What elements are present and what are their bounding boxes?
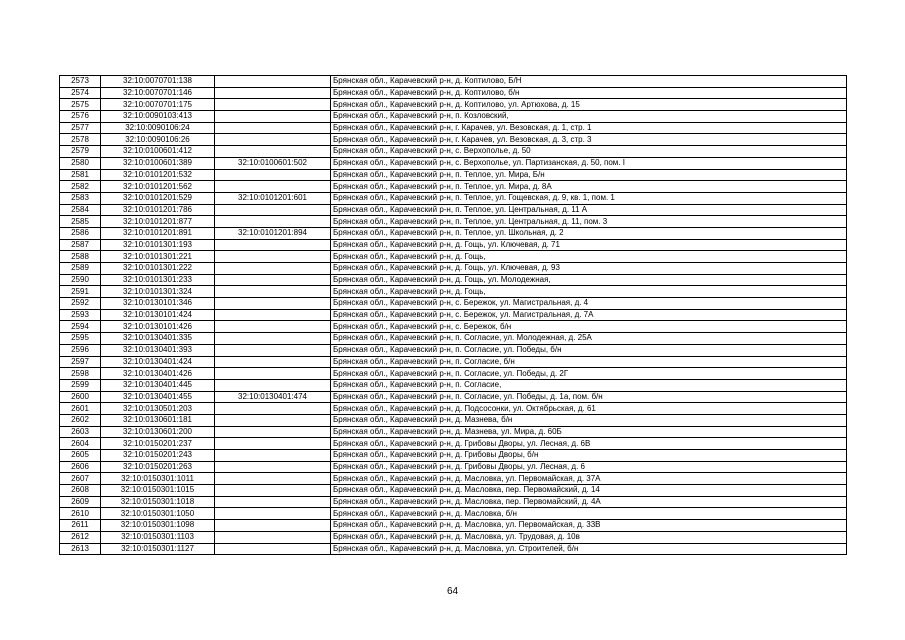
row-number-cell: 2591 [60,286,101,298]
row-number-cell: 2595 [60,333,101,345]
address-cell: Брянская обл., Карачевский р-н, д. Мазнева, б/н [331,414,847,426]
table-row [60,239,847,251]
cadastral-number-cell: 32:10:0130401:426 [101,368,215,380]
row-number-cell: 2585 [60,216,101,228]
row-number-cell: 2608 [60,485,101,497]
related-cadastral-cell [215,251,331,263]
related-cadastral-cell [215,414,331,426]
related-cadastral-cell [215,321,331,333]
cadastral-number-cell: 32:10:0130101:346 [101,298,215,310]
address-cell: Брянская обл., Карачевский р-н, п. Согласие, [331,379,847,391]
address-cell: Брянская обл., Карачевский р-н, г. Карачев, ул. Везовская, д. 3, стр. 3 [331,134,847,146]
cadastral-number-cell: 32:10:0101301:193 [101,239,215,251]
page-number: 64 [446,586,459,597]
cadastral-number-cell: 32:10:0130101:426 [101,321,215,333]
table-row [60,450,847,462]
table-row [60,263,847,275]
row-number-cell: 2610 [60,508,101,520]
table-row [60,379,847,391]
table-row [60,87,847,99]
address-cell: Брянская обл., Карачевский р-н, п. Теплое, ул. Центральная, д. 11, пом. 3 [331,216,847,228]
address-cell: Брянская обл., Карачевский р-н, п. Согласие, б/н [331,356,847,368]
address-cell: Брянская обл., Карачевский р-н, п. Теплое, ул. Гощевская, д. 9, кв. 1, пом. 1 [331,192,847,204]
address-cell: Брянская обл., Карачевский р-н, с. Верхополье, д. 50 [331,146,847,158]
row-number-cell: 2575 [60,99,101,111]
related-cadastral-cell: 32:10:0100601:502 [215,157,331,169]
row-number-cell: 2577 [60,122,101,134]
row-number-cell: 2593 [60,309,101,321]
address-cell: Брянская обл., Карачевский р-н, д. Коптилово, Б/Н [331,76,847,88]
address-cell: Брянская обл., Карачевский р-н, п. Согласие, ул. Победы, д. 2Г [331,368,847,380]
cadastral-number-cell: 32:10:0090106:26 [101,134,215,146]
address-cell: Брянская обл., Карачевский р-н, г. Карачев, ул. Везовская, д. 1, стр. 1 [331,122,847,134]
related-cadastral-cell: 32:10:0101201:894 [215,227,331,239]
row-number-cell: 2594 [60,321,101,333]
related-cadastral-cell [215,368,331,380]
cadastral-number-cell: 32:10:0150301:1098 [101,520,215,532]
row-number-cell: 2583 [60,192,101,204]
table-row [60,473,847,485]
address-cell: Брянская обл., Карачевский р-н, п. Согласие, ул. Победы, д. 1а, пом. б/н [331,391,847,403]
cadastral-number-cell: 32:10:0130401:335 [101,333,215,345]
table-row [60,496,847,508]
address-cell: Брянская обл., Карачевский р-н, д. Коптилово, ул. Артюхова, д. 15 [331,99,847,111]
address-cell: Брянская обл., Карачевский р-н, д. Масловка, ул. Строителей, б/н [331,543,847,555]
cadastral-number-cell: 32:10:0101201:877 [101,216,215,228]
table-row [60,111,847,123]
cadastral-number-cell: 32:10:0101301:233 [101,274,215,286]
related-cadastral-cell [215,333,331,345]
related-cadastral-cell [215,520,331,532]
table-row [60,286,847,298]
table-row [60,438,847,450]
address-cell: Брянская обл., Карачевский р-н, д. Мазнева, ул. Мира, д. 60Б [331,426,847,438]
table-row [60,309,847,321]
cadastral-number-cell: 32:10:0130601:181 [101,414,215,426]
address-cell: Брянская обл., Карачевский р-н, д. Подсосонки, ул. Октябрьская, д. 61 [331,403,847,415]
cadastral-number-cell: 32:10:0100601:389 [101,157,215,169]
related-cadastral-cell [215,76,331,88]
cadastral-number-cell: 32:10:0150301:1127 [101,543,215,555]
address-cell: Брянская обл., Карачевский р-н, д. Масловка, ул. Трудовая, д. 10в [331,531,847,543]
row-number-cell: 2603 [60,426,101,438]
table-row [60,368,847,380]
cadastral-number-cell: 32:10:0070701:138 [101,76,215,88]
table-row [60,157,847,169]
row-number-cell: 2601 [60,403,101,415]
related-cadastral-cell [215,298,331,310]
row-number-cell: 2590 [60,274,101,286]
cadastral-number-cell: 32:10:0130101:424 [101,309,215,321]
address-cell: Брянская обл., Карачевский р-н, д. Грибовы Дворы, ул. Лесная, д. 6 [331,461,847,473]
related-cadastral-cell [215,485,331,497]
address-cell: Брянская обл., Карачевский р-н, с. Бережок, б/н [331,321,847,333]
related-cadastral-cell [215,496,331,508]
related-cadastral-cell [215,216,331,228]
related-cadastral-cell [215,204,331,216]
related-cadastral-cell [215,379,331,391]
related-cadastral-cell [215,263,331,275]
row-number-cell: 2596 [60,344,101,356]
cadastral-number-cell: 32:10:0150301:1015 [101,485,215,497]
row-number-cell: 2599 [60,379,101,391]
row-number-cell: 2592 [60,298,101,310]
address-cell: Брянская обл., Карачевский р-н, д. Гощь, [331,286,847,298]
address-cell: Брянская обл., Карачевский р-н, д. Масловка, б/н [331,508,847,520]
row-number-cell: 2605 [60,450,101,462]
row-number-cell: 2582 [60,181,101,193]
row-number-cell: 2578 [60,134,101,146]
address-cell: Брянская обл., Карачевский р-н, д. Гощь, ул. Ключевая, д. 71 [331,239,847,251]
row-number-cell: 2580 [60,157,101,169]
row-number-cell: 2581 [60,169,101,181]
table-row [60,146,847,158]
cadastral-number-cell: 32:10:0130401:393 [101,344,215,356]
cadastral-number-cell: 32:10:0130401:455 [101,391,215,403]
table-row [60,333,847,345]
row-number-cell: 2576 [60,111,101,123]
address-cell: Брянская обл., Карачевский р-н, п. Козловский, [331,111,847,123]
table-row [60,426,847,438]
address-cell: Брянская обл., Карачевский р-н, д. Грибовы Дворы, б/н [331,450,847,462]
table-row [60,543,847,555]
row-number-cell: 2613 [60,543,101,555]
table-row [60,414,847,426]
related-cadastral-cell [215,403,331,415]
cadastral-number-cell: 32:10:0150301:1103 [101,531,215,543]
related-cadastral-cell [215,461,331,473]
table-row [60,181,847,193]
address-cell: Брянская обл., Карачевский р-н, п. Согласие, ул. Победы, б/н [331,344,847,356]
table-row [60,298,847,310]
related-cadastral-cell [215,181,331,193]
related-cadastral-cell [215,286,331,298]
row-number-cell: 2597 [60,356,101,368]
address-cell: Брянская обл., Карачевский р-н, д. Масловка, ул. Первомайская, д. 33В [331,520,847,532]
address-cell: Брянская обл., Карачевский р-н, д. Гощь, [331,251,847,263]
table-row [60,344,847,356]
related-cadastral-cell [215,531,331,543]
related-cadastral-cell [215,239,331,251]
related-cadastral-cell: 32:10:0101201:601 [215,192,331,204]
table-row [60,274,847,286]
table-row [60,99,847,111]
cadastral-number-cell: 32:10:0101301:221 [101,251,215,263]
cadastral-number-cell: 32:10:0070701:175 [101,99,215,111]
table-row [60,227,847,239]
cadastral-number-cell: 32:10:0150201:263 [101,461,215,473]
row-number-cell: 2612 [60,531,101,543]
table-row [60,216,847,228]
address-cell: Брянская обл., Карачевский р-н, д. Масловка, пер. Первомайский, д. 4А [331,496,847,508]
address-cell: Брянская обл., Карачевский р-н, п. Теплое, ул. Центральная, д. 11 А [331,204,847,216]
address-cell: Брянская обл., Карачевский р-н, д. Грибовы Дворы, ул. Лесная, д. 6В [331,438,847,450]
cadastral-number-cell: 32:10:0101201:532 [101,169,215,181]
registry-table-body [60,76,847,555]
related-cadastral-cell [215,438,331,450]
address-cell: Брянская обл., Карачевский р-н, п. Теплое, ул. Школьная, д. 2 [331,227,847,239]
row-number-cell: 2609 [60,496,101,508]
row-number-cell: 2574 [60,87,101,99]
table-row [60,321,847,333]
related-cadastral-cell [215,356,331,368]
related-cadastral-cell [215,426,331,438]
cadastral-number-cell: 32:10:0150301:1018 [101,496,215,508]
row-number-cell: 2588 [60,251,101,263]
address-cell: Брянская обл., Карачевский р-н, с. Верхополье, ул. Партизанская, д. 50, пом. I [331,157,847,169]
address-cell: Брянская обл., Карачевский р-н, д. Гощь, ул. Молодежная, [331,274,847,286]
row-number-cell: 2604 [60,438,101,450]
cadastral-number-cell: 32:10:0090103:413 [101,111,215,123]
address-cell: Брянская обл., Карачевский р-н, д. Коптилово, б/н [331,87,847,99]
row-number-cell: 2602 [60,414,101,426]
related-cadastral-cell [215,543,331,555]
cadastral-number-cell: 32:10:0101201:891 [101,227,215,239]
cadastral-number-cell: 32:10:0150201:237 [101,438,215,450]
related-cadastral-cell [215,134,331,146]
table-row [60,192,847,204]
row-number-cell: 2598 [60,368,101,380]
cadastral-number-cell: 32:10:0130401:424 [101,356,215,368]
row-number-cell: 2611 [60,520,101,532]
row-number-cell: 2584 [60,204,101,216]
related-cadastral-cell [215,111,331,123]
related-cadastral-cell: 32:10:0130401:474 [215,391,331,403]
table-row [60,531,847,543]
property-registry-table [59,75,847,555]
cadastral-number-cell: 32:10:0101201:786 [101,204,215,216]
row-number-cell: 2586 [60,227,101,239]
table-row [60,204,847,216]
related-cadastral-cell [215,87,331,99]
cadastral-number-cell: 32:10:0100601:412 [101,146,215,158]
address-cell: Брянская обл., Карачевский р-н, п. Теплое, ул. Мира, д. 8А [331,181,847,193]
table-row [60,391,847,403]
address-cell: Брянская обл., Карачевский р-н, с. Бережок, ул. Магистральная, д. 7А [331,309,847,321]
table-row [60,520,847,532]
related-cadastral-cell [215,99,331,111]
table-row [60,485,847,497]
cadastral-number-cell: 32:10:0070701:146 [101,87,215,99]
related-cadastral-cell [215,450,331,462]
row-number-cell: 2600 [60,391,101,403]
cadastral-number-cell: 32:10:0101201:562 [101,181,215,193]
table-row [60,169,847,181]
related-cadastral-cell [215,309,331,321]
address-cell: Брянская обл., Карачевский р-н, п. Согласие, ул. Молодежная, д. 25А [331,333,847,345]
cadastral-number-cell: 32:10:0150201:243 [101,450,215,462]
cadastral-number-cell: 32:10:0150301:1011 [101,473,215,485]
row-number-cell: 2573 [60,76,101,88]
cadastral-number-cell: 32:10:0130601:200 [101,426,215,438]
table-row [60,508,847,520]
table-row [60,403,847,415]
related-cadastral-cell [215,146,331,158]
related-cadastral-cell [215,169,331,181]
address-cell: Брянская обл., Карачевский р-н, с. Бережок, ул. Магистральная, д. 4 [331,298,847,310]
row-number-cell: 2589 [60,263,101,275]
related-cadastral-cell [215,274,331,286]
row-number-cell: 2587 [60,239,101,251]
related-cadastral-cell [215,122,331,134]
address-cell: Брянская обл., Карачевский р-н, п. Теплое, ул. Мира, Б/н [331,169,847,181]
table-row [60,122,847,134]
cadastral-number-cell: 32:10:0090106:24 [101,122,215,134]
related-cadastral-cell [215,508,331,520]
cadastral-number-cell: 32:10:0101301:222 [101,263,215,275]
table-row [60,251,847,263]
table-row [60,356,847,368]
cadastral-number-cell: 32:10:0150301:1050 [101,508,215,520]
table-row [60,76,847,88]
address-cell: Брянская обл., Карачевский р-н, д. Масловка, ул. Первомайская, д. 37А [331,473,847,485]
row-number-cell: 2607 [60,473,101,485]
address-cell: Брянская обл., Карачевский р-н, д. Масловка, пер. Первомайский, д. 14 [331,485,847,497]
cadastral-number-cell: 32:10:0101301:324 [101,286,215,298]
row-number-cell: 2606 [60,461,101,473]
cadastral-number-cell: 32:10:0130401:445 [101,379,215,391]
related-cadastral-cell [215,344,331,356]
related-cadastral-cell [215,473,331,485]
table-row [60,134,847,146]
row-number-cell: 2579 [60,146,101,158]
table-row [60,461,847,473]
cadastral-number-cell: 32:10:0101201:529 [101,192,215,204]
cadastral-number-cell: 32:10:0130501:203 [101,403,215,415]
address-cell: Брянская обл., Карачевский р-н, д. Гощь, ул. Ключевая, д. 93 [331,263,847,275]
